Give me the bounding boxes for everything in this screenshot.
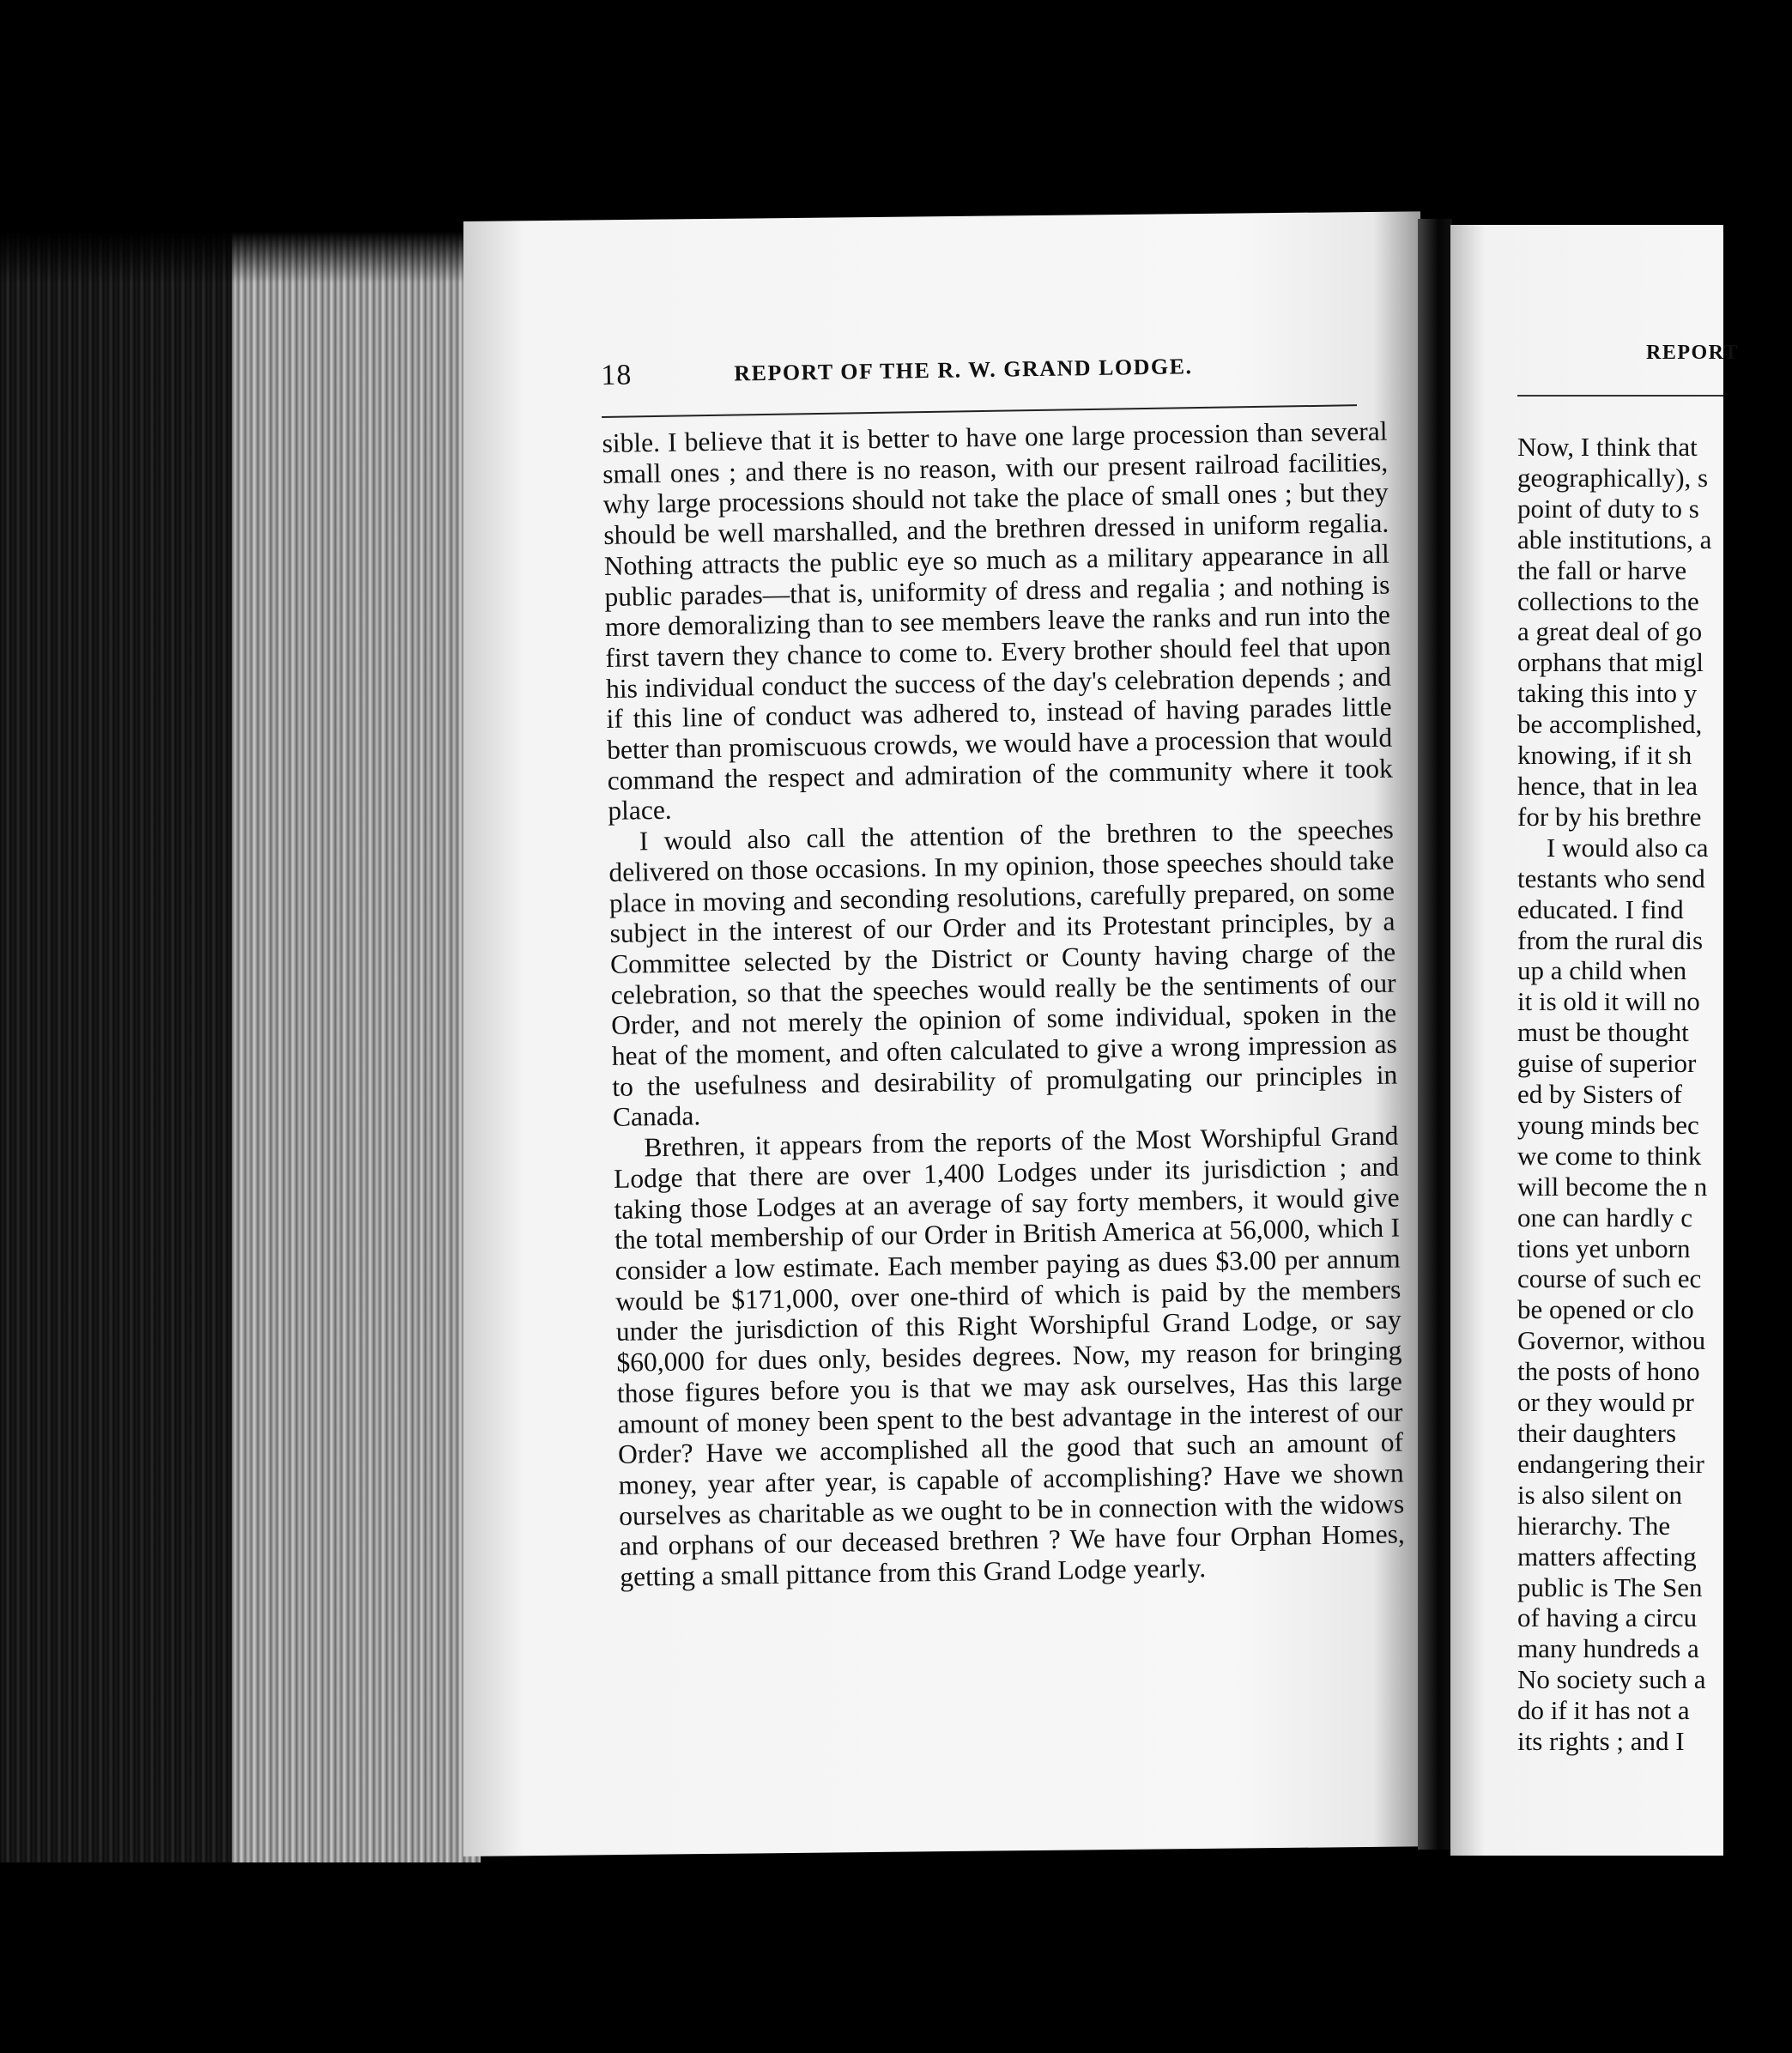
right-page-line: or they would pr xyxy=(1517,1387,1694,1418)
right-page-text xyxy=(1517,432,1792,1757)
right-header-rule xyxy=(1517,395,1723,397)
right-page-line: I would also ca xyxy=(1547,832,1709,863)
right-page-line: taking this into y xyxy=(1517,678,1698,709)
right-page-line: is also silent on xyxy=(1517,1479,1683,1510)
right-page-line: matters affecting xyxy=(1517,1541,1697,1572)
right-page-line: tions yet unborn xyxy=(1517,1232,1691,1263)
right-page-line: do if it has not a xyxy=(1517,1695,1690,1726)
right-page-line: testants who send xyxy=(1517,863,1705,893)
right-page-line: young minds bec xyxy=(1517,1109,1699,1140)
right-page-line: of having a circu xyxy=(1517,1602,1698,1633)
right-page-line: collections to the xyxy=(1517,585,1699,616)
right-page-line: many hundreds a xyxy=(1517,1633,1699,1664)
book-page-edges-light xyxy=(232,232,481,1862)
right-page-line: point of duty to s xyxy=(1517,493,1699,524)
right-page-line: its rights ; and I xyxy=(1517,1726,1685,1757)
right-page-line: Governor, withou xyxy=(1517,1325,1706,1356)
right-page-line: endangering their xyxy=(1517,1448,1704,1479)
paragraph-3: Brethren, it appears from the reports of the Most Worshipful Grand Lodge that there are over 1,400 Lodges under its jurisdiction ; and taking those Lodges at an average of say forty members, it would give the total membership of our Order in British America at 56,000, which I consider a low estimate. Each member paying as dues $3.00 per annum would be $171,000, over one-third of which is paid by the members under the jurisdiction of this Right Worshipful Grand Lodge, or say $60,000 for dues only, besides degrees. Now, my reason for bringing those figures before you is that we may ask ourselves, Has this large amount of money been spent to the best advantage in the interest of our Order? Have we accomplished all the good that such an amount of money, year after year, is capable of accomplishing? Have we shown ourselves as charitable as we ought to be in connection with the widows and orphans of our deceased brethren ? We have four Orphan Homes, getting a small pittance from this Grand Lodge yearly. xyxy=(613,1120,1405,1592)
right-page-line: we come to think xyxy=(1517,1140,1702,1171)
right-page-line: the posts of hono xyxy=(1517,1356,1700,1387)
right-page-line: one can hardly c xyxy=(1517,1202,1692,1232)
right-page-line: ed by Sisters of xyxy=(1517,1079,1683,1110)
paragraph-1: sible. I believe that it is better to have one large procession than several small ones ; and there is no reason, with our present railroad facilities, why large processions should not take the place of small ones ; but they should be well marshalled, and the brethren dressed in uniform regalia. Nothing attracts the public eye so much as a military appearance in all public parades—that is, uniformity of dress and regalia ; and nothing is more demoralizing than to see members leave the ranks and run into the first tavern they chance to come to. Every brother should feel that upon his individual conduct the success of the day's celebration depends ; and if this line of conduct was adhered to, instead of having parades little better than promiscuous crowds, we would have a procession that would command the respect and admiration of the community where it took place. xyxy=(602,415,1393,827)
right-page-line: public is The Sen xyxy=(1517,1572,1703,1602)
right-page-line: course of such ec xyxy=(1517,1263,1702,1294)
right-page-line: must be thought xyxy=(1517,1017,1689,1048)
right-page-line: be accomplished, xyxy=(1517,709,1703,740)
right-page-line: for by his brethre xyxy=(1517,801,1702,832)
running-head-title: REPORT OF THE R. W. GRAND LODGE. xyxy=(734,354,1193,386)
right-page-line: educated. I find xyxy=(1517,893,1684,924)
book-gutter xyxy=(1418,219,1452,1850)
right-page-line: their daughters xyxy=(1517,1418,1677,1448)
right-page-line: able institutions, a xyxy=(1517,524,1712,554)
right-page-line: up a child when xyxy=(1517,955,1687,986)
right-page-line: hierarchy. The xyxy=(1517,1510,1671,1541)
right-page-line: geographically), s xyxy=(1517,462,1709,493)
right-page-line: No society such a xyxy=(1517,1664,1706,1695)
right-running-head: REPORT xyxy=(1646,342,1740,364)
book-edges-shadow xyxy=(0,232,481,283)
right-page-line: Now, I think that xyxy=(1517,432,1698,462)
paragraph-2: I would also call the attention of the brethren to the speeches delivered on those occasions. In my opinion, those speeches should take place in moving and seconding resolutions, carefully prepared, on some subject in the interest of our Order and its Protestant principles, by a Committee selected by the District or County having charge of the celebration, so that the speeches would really be the sentiments of our Order, and not merely the opinion of some individual, spoken in the heat of the moment, and often calculated to give a wrong impression as to the usefulness and desirability of promulgating our principles in Canada. xyxy=(608,814,1398,1133)
right-page-line: the fall or harve xyxy=(1517,554,1687,585)
page-number: 18 xyxy=(601,359,633,391)
right-page-line: orphans that migl xyxy=(1517,647,1704,678)
left-page-content xyxy=(601,344,1406,1593)
right-page-line: knowing, if it sh xyxy=(1517,740,1692,771)
right-page-line: it is old it will no xyxy=(1517,986,1700,1017)
right-page-line: hence, that in lea xyxy=(1517,770,1698,801)
right-page-line: be opened or clo xyxy=(1517,1294,1694,1325)
right-page-line: will become the n xyxy=(1517,1171,1708,1202)
right-page-line: guise of superior xyxy=(1517,1048,1697,1079)
header-rule xyxy=(602,404,1357,418)
right-page-line: from the rural dis xyxy=(1517,924,1704,955)
right-page-line: a great deal of go xyxy=(1517,616,1703,647)
